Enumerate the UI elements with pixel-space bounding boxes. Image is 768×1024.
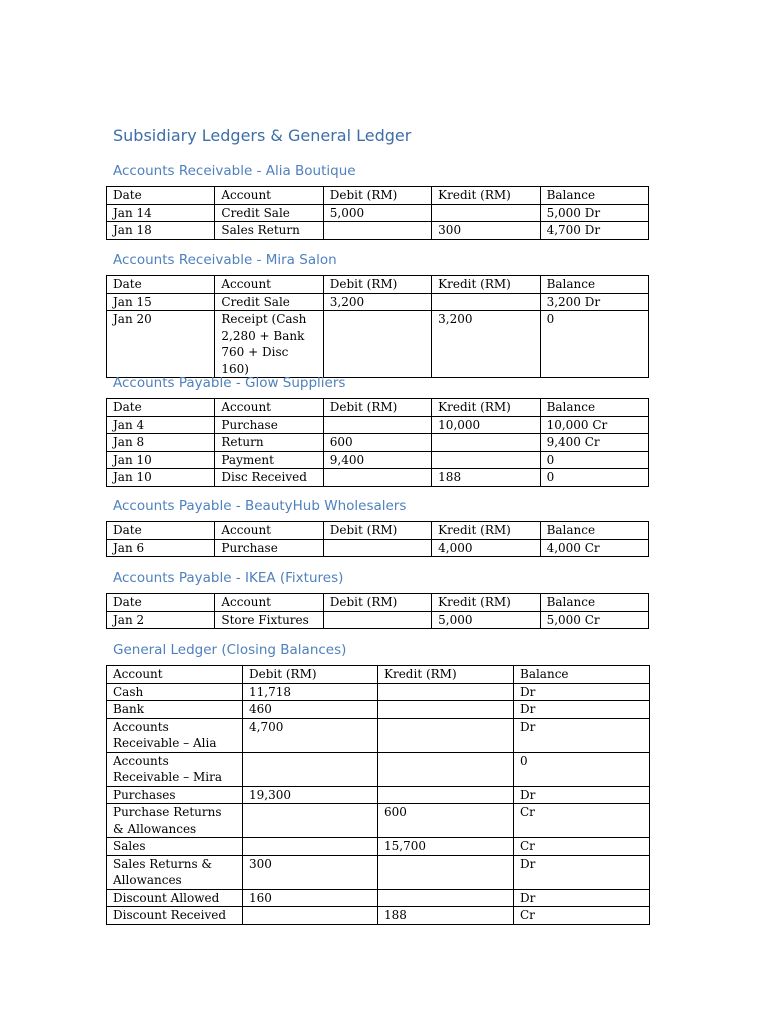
column-header: Debit (RM): [323, 522, 431, 540]
column-header: Debit (RM): [323, 399, 431, 417]
ledger-table-ar-alia: [106, 186, 649, 240]
column-header: Account: [215, 187, 323, 205]
table-cell: 600: [378, 804, 514, 838]
ledger-table-ap-ikea: [106, 593, 649, 629]
table-cell: [323, 311, 431, 378]
table-cell: 4,700: [243, 718, 378, 752]
table-cell: Dr: [514, 786, 650, 804]
section-heading-general-ledger: General Ledger (Closing Balances): [113, 642, 347, 658]
table-header-row: [107, 399, 649, 417]
column-header: Kredit (RM): [432, 187, 540, 205]
column-header: Balance: [540, 187, 648, 205]
column-header: Kredit (RM): [432, 276, 540, 294]
table-cell: 5,000 Cr: [540, 611, 648, 629]
table-cell: Credit Sale: [215, 293, 323, 311]
table-cell: Receipt (Cash 2,280 + Bank 760 + Disc 160): [215, 311, 323, 378]
column-header: Account: [215, 522, 323, 540]
table-cell: 0: [540, 451, 648, 469]
column-header: Account: [215, 276, 323, 294]
table-cell: [432, 293, 540, 311]
table-row: [107, 539, 649, 557]
table-row: [107, 293, 649, 311]
table-row: [107, 786, 650, 804]
column-header: Account: [215, 594, 323, 612]
column-header: Date: [107, 594, 215, 612]
table-cell: Bank: [107, 701, 243, 719]
column-header: Date: [107, 522, 215, 540]
table-cell: Jan 4: [107, 416, 215, 434]
table-cell: [378, 683, 514, 701]
table-cell: 3,200 Dr: [540, 293, 648, 311]
table-cell: Jan 2: [107, 611, 215, 629]
table-cell: 4,000: [432, 539, 540, 557]
table-cell: 300: [432, 222, 540, 240]
table-cell: 600: [323, 434, 431, 452]
section-heading-ap-ikea: Accounts Payable - IKEA (Fixtures): [113, 570, 344, 586]
table-cell: 10,000: [432, 416, 540, 434]
column-header: Balance: [514, 666, 650, 684]
section-heading-ar-alia: Accounts Receivable - Alia Boutique: [113, 163, 356, 179]
table-cell: [378, 786, 514, 804]
table-cell: [378, 701, 514, 719]
table-cell: 5,000: [432, 611, 540, 629]
table-cell: Accounts Receivable – Mira: [107, 752, 243, 786]
table-cell: Accounts Receivable – Alia: [107, 718, 243, 752]
table-row: [107, 804, 650, 838]
column-header: Kredit (RM): [432, 594, 540, 612]
table-cell: 460: [243, 701, 378, 719]
table-row: [107, 855, 650, 889]
table-cell: [432, 434, 540, 452]
column-header: Debit (RM): [323, 594, 431, 612]
table-cell: 0: [514, 752, 650, 786]
ledger-table-ar-mira: [106, 275, 649, 378]
table-cell: Credit Sale: [215, 204, 323, 222]
table-cell: [323, 469, 431, 487]
table-cell: Dr: [514, 683, 650, 701]
table-row: [107, 416, 649, 434]
table-cell: Jan 10: [107, 451, 215, 469]
table-cell: [432, 451, 540, 469]
table-cell: Jan 20: [107, 311, 215, 378]
table-cell: [243, 752, 378, 786]
table-cell: Purchase: [215, 416, 323, 434]
table-cell: [243, 838, 378, 856]
table-cell: [378, 752, 514, 786]
column-header: Kredit (RM): [432, 399, 540, 417]
table-cell: 19,300: [243, 786, 378, 804]
column-header: Account: [107, 666, 243, 684]
table-cell: [243, 804, 378, 838]
table-cell: Disc Received: [215, 469, 323, 487]
section-heading-ap-glow: Accounts Payable - Glow Suppliers: [113, 375, 346, 391]
table-cell: 10,000 Cr: [540, 416, 648, 434]
column-header: Date: [107, 399, 215, 417]
table-cell: Cash: [107, 683, 243, 701]
table-cell: 3,200: [323, 293, 431, 311]
table-cell: [243, 907, 378, 925]
table-row: [107, 451, 649, 469]
table-cell: 4,700 Dr: [540, 222, 648, 240]
table-row: [107, 889, 650, 907]
table-cell: Jan 8: [107, 434, 215, 452]
table-cell: [432, 204, 540, 222]
column-header: Date: [107, 276, 215, 294]
table-cell: Dr: [514, 889, 650, 907]
table-cell: Jan 15: [107, 293, 215, 311]
table-cell: Cr: [514, 838, 650, 856]
table-cell: Dr: [514, 855, 650, 889]
table-cell: Sales: [107, 838, 243, 856]
table-row: [107, 204, 649, 222]
table-header-row: [107, 666, 650, 684]
table-row: [107, 718, 650, 752]
table-cell: Discount Received: [107, 907, 243, 925]
column-header: Kredit (RM): [378, 666, 514, 684]
table-cell: 300: [243, 855, 378, 889]
table-cell: [378, 718, 514, 752]
table-cell: Jan 10: [107, 469, 215, 487]
table-header-row: [107, 594, 649, 612]
ledger-table-ap-glow: [106, 398, 649, 487]
table-row: [107, 838, 650, 856]
table-cell: 9,400 Cr: [540, 434, 648, 452]
table-cell: [378, 889, 514, 907]
section-heading-ap-beautyhub: Accounts Payable - BeautyHub Wholesalers: [113, 498, 407, 514]
table-cell: Purchase: [215, 539, 323, 557]
column-header: Kredit (RM): [432, 522, 540, 540]
column-header: Account: [215, 399, 323, 417]
table-cell: Dr: [514, 701, 650, 719]
column-header: Balance: [540, 594, 648, 612]
column-header: Debit (RM): [323, 187, 431, 205]
table-header-row: [107, 522, 649, 540]
table-cell: 5,000: [323, 204, 431, 222]
table-row: [107, 683, 650, 701]
table-cell: [323, 539, 431, 557]
table-cell: [323, 416, 431, 434]
table-row: [107, 469, 649, 487]
table-cell: Purchases: [107, 786, 243, 804]
table-cell: 0: [540, 469, 648, 487]
column-header: Balance: [540, 522, 648, 540]
table-row: [107, 752, 650, 786]
table-cell: 0: [540, 311, 648, 378]
column-header: Balance: [540, 399, 648, 417]
table-cell: [378, 855, 514, 889]
table-header-row: [107, 187, 649, 205]
table-cell: Store Fixtures: [215, 611, 323, 629]
table-cell: 188: [378, 907, 514, 925]
table-cell: 9,400: [323, 451, 431, 469]
general-ledger-table: [106, 665, 650, 925]
table-cell: 5,000 Dr: [540, 204, 648, 222]
table-row: [107, 311, 649, 378]
table-cell: [323, 611, 431, 629]
table-cell: Sales Return: [215, 222, 323, 240]
column-header: Date: [107, 187, 215, 205]
table-cell: 4,000 Cr: [540, 539, 648, 557]
table-cell: Cr: [514, 907, 650, 925]
table-cell: 160: [243, 889, 378, 907]
table-cell: 3,200: [432, 311, 540, 378]
column-header: Balance: [540, 276, 648, 294]
table-cell: Payment: [215, 451, 323, 469]
column-header: Debit (RM): [323, 276, 431, 294]
table-cell: [323, 222, 431, 240]
table-cell: Jan 14: [107, 204, 215, 222]
table-row: [107, 434, 649, 452]
table-cell: Sales Returns & Allowances: [107, 855, 243, 889]
table-cell: Jan 18: [107, 222, 215, 240]
table-cell: Return: [215, 434, 323, 452]
table-cell: Dr: [514, 718, 650, 752]
table-row: [107, 701, 650, 719]
column-header: Debit (RM): [243, 666, 378, 684]
ledger-table-ap-beautyhub: [106, 521, 649, 557]
section-heading-ar-mira: Accounts Receivable - Mira Salon: [113, 252, 337, 268]
table-cell: 188: [432, 469, 540, 487]
table-cell: Discount Allowed: [107, 889, 243, 907]
table-cell: Purchase Returns & Allowances: [107, 804, 243, 838]
table-row: [107, 222, 649, 240]
table-cell: 11,718: [243, 683, 378, 701]
table-row: [107, 907, 650, 925]
table-cell: Jan 6: [107, 539, 215, 557]
document-title: Subsidiary Ledgers & General Ledger: [113, 126, 412, 145]
table-row: [107, 611, 649, 629]
table-cell: 15,700: [378, 838, 514, 856]
table-cell: Cr: [514, 804, 650, 838]
table-header-row: [107, 276, 649, 294]
